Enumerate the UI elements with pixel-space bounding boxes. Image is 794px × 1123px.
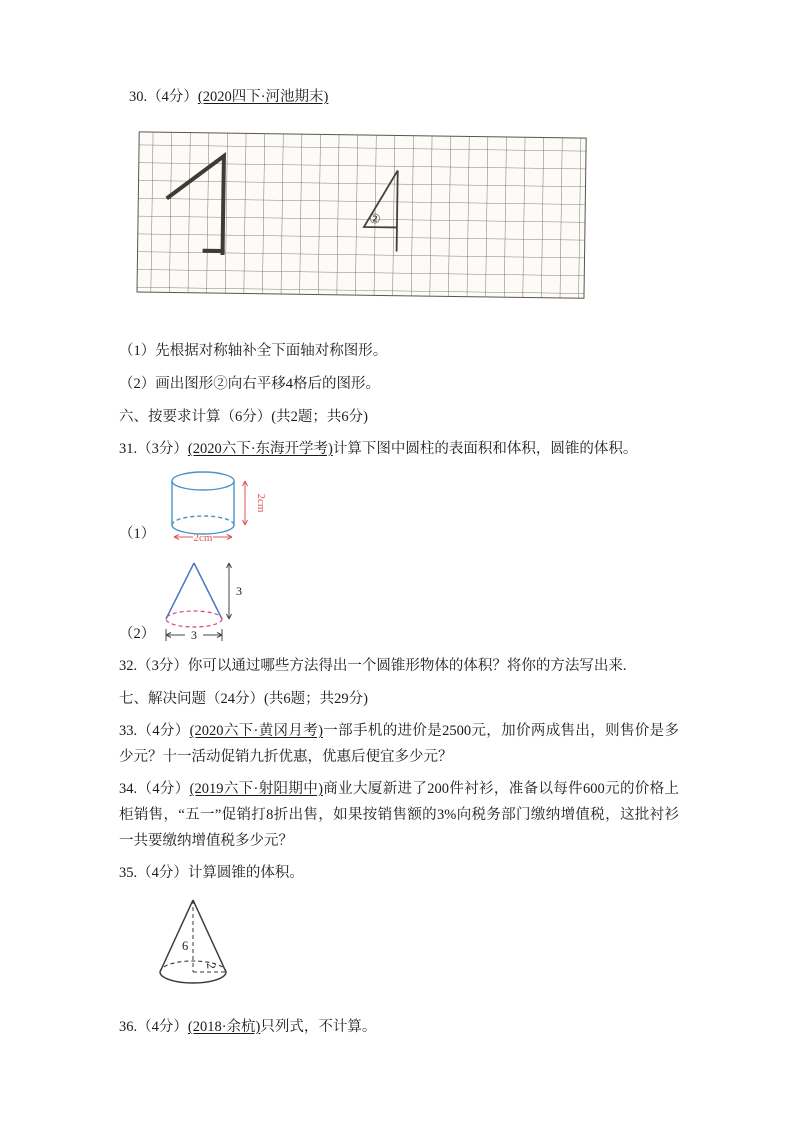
question-30-sub2: （2）画出图形②向右平移4格后的图形。 [119, 376, 380, 392]
cone2-figure-svg [149, 894, 253, 994]
cylinder-height-label: 2cm [255, 493, 268, 513]
cone1-base-ellipse [166, 611, 222, 627]
item-2-label: （2） [119, 626, 156, 642]
question-31-text: 计算下图中圆柱的表面积和体积，圆锥的体积。 [332, 441, 638, 457]
question-34 [119, 776, 679, 854]
question-34-source: (2019六下·射阳期中) [189, 781, 323, 797]
section-7-header: 七、解决问题（24分）(共6题；共29分) [119, 691, 368, 707]
cylinder-figure-row [119, 467, 679, 547]
question-32 [119, 653, 679, 679]
cone1-figure-svg [159, 557, 255, 647]
question-30-source: (2020四下·河池期末) [197, 89, 329, 105]
question-32-number-score: 32.（3分） [119, 658, 188, 674]
figure-2-label: ② [368, 211, 381, 227]
cone1-figure-row [119, 557, 679, 647]
question-33-source: (2020六下·黄冈月考) [189, 723, 323, 739]
question-30-header [129, 84, 679, 110]
cone2-figure [149, 894, 679, 994]
question-35-number-score: 35.（4分） [119, 865, 188, 881]
question-31-source: (2020六下·东海开学考) [187, 441, 333, 457]
cone1-dimension-lines [166, 563, 232, 641]
question-32-text: 你可以通过哪些方法得出一个圆锥形物体的体积？将你的方法写出来. [187, 658, 627, 674]
question-36-number-score: 36.（4分） [119, 1019, 188, 1035]
question-30-number-score: 30.（4分） [129, 89, 198, 105]
cylinder-outline [172, 472, 234, 534]
question-33-number-score: 33.（4分） [119, 723, 190, 739]
question-33 [119, 718, 679, 770]
grid-lines [137, 132, 586, 298]
question-34-text: 商业大厦新进了200件衬衫，准备以每件600元的价格上柜销售，“五一”促销打8折出售，如果按销售额的3%向税务部门缴纳增值税，这批衬衫一共要缴纳增值税多少元？ [119, 781, 680, 849]
question-31-number-score: 31.（3分） [119, 441, 188, 457]
cone1-height-label: 3 [236, 584, 243, 598]
question-36-text: 只列式，不计算。 [260, 1019, 377, 1035]
grid-figure [133, 130, 679, 314]
question-34-number-score: 34.（4分） [119, 781, 190, 797]
cone1-base-label: 3 [191, 628, 198, 642]
item-1-label: （1） [119, 526, 156, 542]
question-33-text: 一部手机的进价是2500元，加价两成售出，则售价是多少元？十一活动促销九折优惠，优惠后便宜多少元？ [119, 723, 680, 765]
grid-figure-svg [133, 130, 595, 314]
question-35 [119, 860, 679, 886]
section-6-header: 六、按要求计算（6分）(共2题；共6分) [119, 409, 368, 425]
cylinder-diameter-label: 2cm [193, 532, 213, 544]
question-30-sub1: （1）先根据对称轴补全下面轴对称图形。 [119, 343, 388, 359]
question-31-header [119, 436, 679, 462]
cone2-radius-label: 2 [204, 962, 219, 970]
exam-content [119, 84, 679, 1040]
cone2-height-label: 6 [182, 939, 189, 953]
question-35-text: 计算圆锥的体积。 [187, 865, 304, 881]
cylinder-figure-svg [159, 467, 275, 547]
question-36-source: (2018·余杭) [187, 1019, 261, 1035]
question-36 [119, 1014, 679, 1040]
